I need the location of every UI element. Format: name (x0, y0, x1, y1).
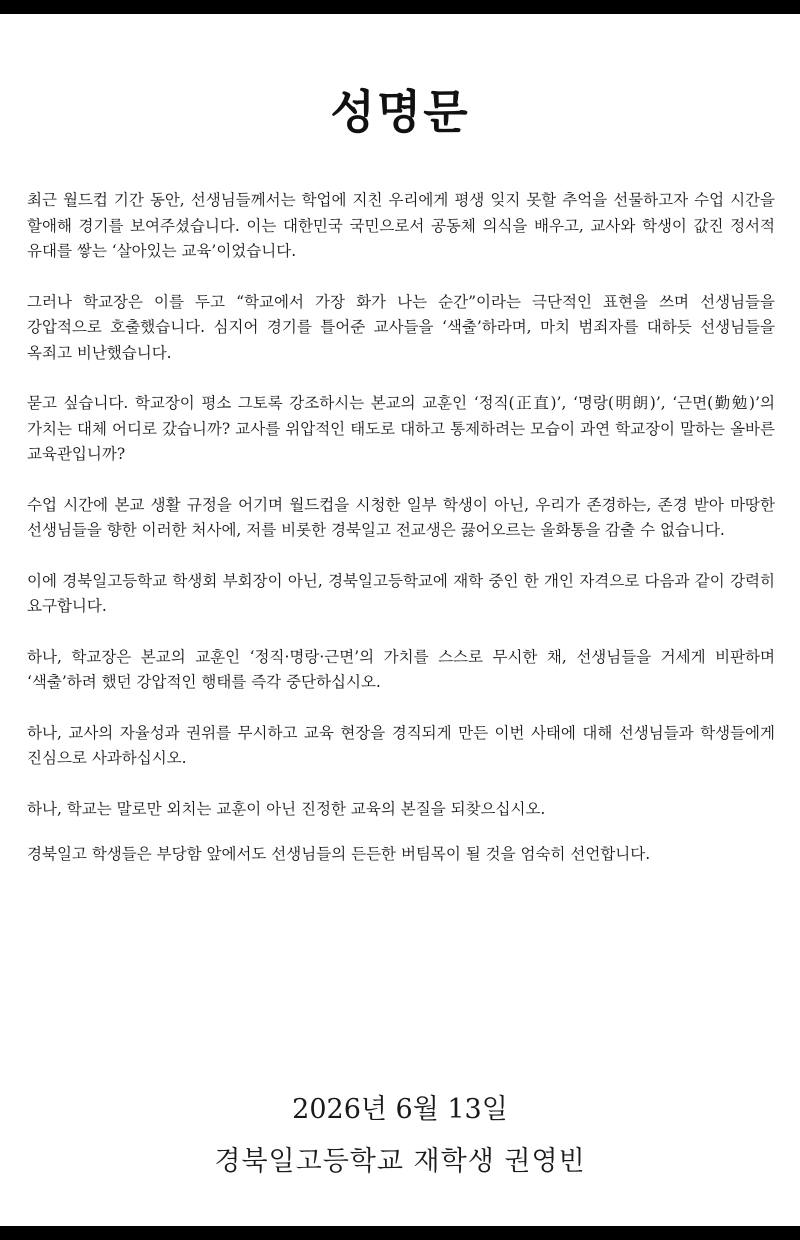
paragraph-question: 묻고 싶습니다. 학교장이 평소 그토록 강조하시는 본교의 교훈인 ‘정직(正直)’, ‘명랑(明朗)’, ‘근면(勤勉)’의 가치는 대체 어디로 갔습니까? 교사를 위압적인 태도로 대하고 통제하려는 모습이 과연 학교장이 말하는 올바른 교육관입니까? (27, 394, 775, 463)
document-title: 성명문 (330, 85, 470, 139)
paragraph-demand-intro: 이에 경북일고등학교 학생회 부회장이 아닌, 경북일고등학교에 재학 중인 한 개인 자격으로 다음과 같이 강력히 요구합니다. (27, 571, 775, 615)
document-signer: 경북일고등학교 재학생 권영빈 (214, 1146, 586, 1177)
paragraph-indignation: 수업 시간에 본교 생활 규정을 어기며 월드컵을 시청한 일부 학생이 아닌, 우리가 존경하는, 존경 받아 마땅한 선생님들을 향한 이러한 처사에, 저를 비롯한 경북일고 전교생은 끓어오르는 울화통을 감출 수 없습니다. (27, 495, 775, 539)
paragraph-incident: 그러나 학교장은 이를 두고 “학교에서 가장 화가 나는 순간”이라는 극단적인 표현을 쓰며 선생님들을 강압적으로 호출했습니다. 심지어 경기를 틀어준 교사들을 ‘색출’하라며, 마치 범죄자를 대하듯 선생님들을 옥죄고 비난했습니다. (27, 292, 775, 362)
paragraph-intro: 최근 월드컵 기간 동안, 선생님들께서는 학업에 지친 우리에게 평생 잊지 못할 추억을 선물하고자 수업 시간을 할애해 경기를 보여주셨습니다. 이는 대한민국 국민으로서 공동체 의식을 배우고, 교사와 학생이 값진 정서적 유대를 쌓는 ‘살아있는 교육’이었습니다. (27, 191, 775, 260)
paragraph-demand-1: 하나, 학교장은 본교의 교훈인 ‘정직·명랑·근면’의 가치를 스스로 무시한 채, 선생님들을 거세게 비판하며 ‘색출’하려 했던 강압적인 행태를 즉각 중단하십시오. (27, 647, 775, 691)
document-date: 2026년 6월 13일 (292, 1094, 508, 1125)
statement-page (0, 14, 800, 1226)
paragraph-demand-3: 하나, 학교는 말로만 외치는 교훈이 아닌 진정한 교육의 본질을 되찾으십시오. (27, 799, 546, 818)
statement-body (27, 188, 775, 893)
signature-block (0, 1090, 800, 1182)
paragraph-demand-2: 하나, 교사의 자율성과 권위를 무시하고 교육 현장을 경직되게 만든 이번 사태에 대해 선생님들과 학생들에게 진심으로 사과하십시오. (27, 723, 775, 767)
paragraph-declaration: 경북일고 학생들은 부당함 앞에서도 선생님들의 든든한 버팀목이 될 것을 엄숙히 선언합니다. (27, 845, 651, 863)
